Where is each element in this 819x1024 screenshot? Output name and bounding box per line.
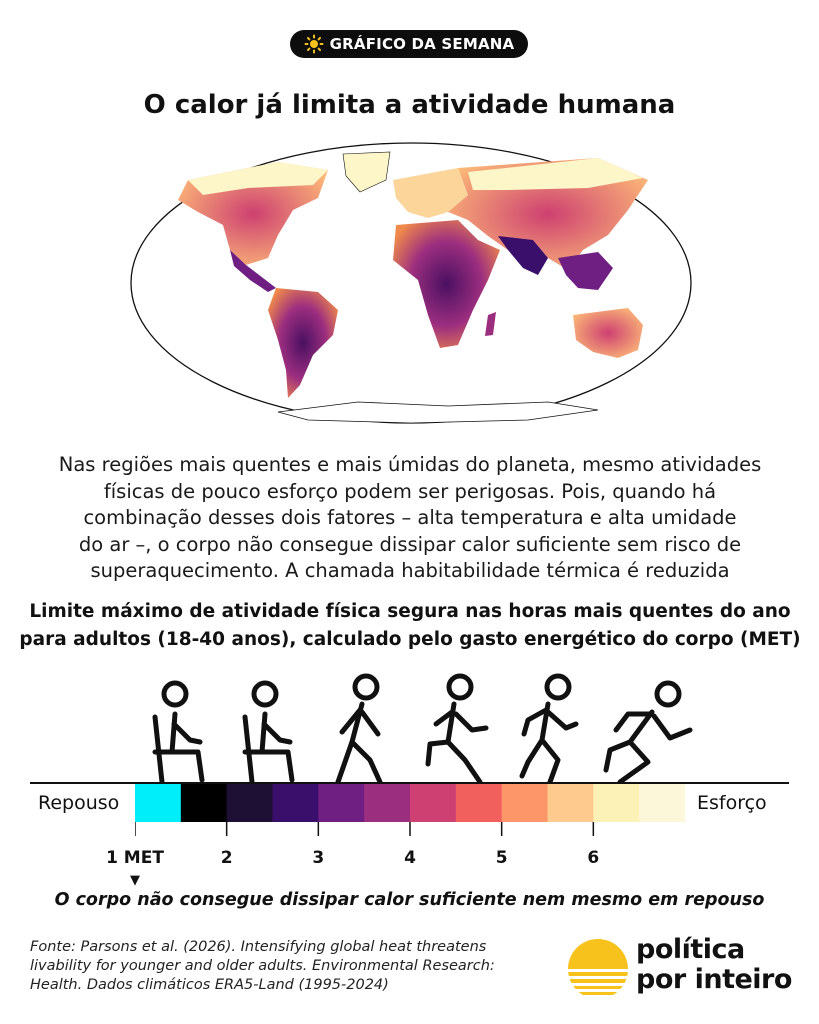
tick-label: 3 xyxy=(312,848,325,868)
subtitle-line-1: Limite máximo de atividade física segura nas horas mais quentes do ano xyxy=(29,601,791,622)
tick-label: 4 xyxy=(404,848,416,868)
jogging-icon xyxy=(428,676,486,782)
world-heat-map xyxy=(128,140,694,426)
colorbar-bin xyxy=(227,784,273,822)
colorbar-bin xyxy=(364,784,410,822)
source-line: Health. Dados climáticos ERA5-Land (1995-2024) xyxy=(30,977,389,993)
sitting-icon xyxy=(245,683,292,782)
met-colorbar xyxy=(135,784,685,822)
colorbar-bin xyxy=(593,784,639,822)
paragraph-line: do ar –, o corpo não consegue dissipar calor suficiente sem risco de xyxy=(78,532,742,556)
colorbar-bin xyxy=(318,784,364,822)
badge-label: GRÁFICO DA SEMANA xyxy=(329,35,515,53)
logo-line-2: por inteiro xyxy=(636,964,792,995)
tick-label: 2 xyxy=(220,848,233,868)
activity-figures xyxy=(130,672,700,792)
source-line: livability for younger and older adults. Environmental Research: xyxy=(30,958,495,974)
sun-icon xyxy=(304,34,324,54)
sprinting-icon xyxy=(606,683,690,782)
paragraph-line: Nas regiões mais quentes e mais úmidas do planeta, mesmo atividades xyxy=(58,453,762,476)
tick-label: 5 xyxy=(495,848,508,868)
paragraph-line: superaquecimento. A chamada habitabilidade térmica é reduzida xyxy=(90,559,730,582)
description-paragraph xyxy=(30,452,790,585)
paragraph-line: combinação desses dois fatores – alta temperatura e alta umidade xyxy=(83,506,737,529)
walking-icon xyxy=(338,676,380,782)
chart-subtitle xyxy=(15,598,805,654)
subtitle-line-2: para adultos (18-40 anos), calculado pelo gasto energético do corpo (MET) xyxy=(19,629,801,650)
colorbar-bin xyxy=(181,784,227,822)
chart-of-the-week-badge xyxy=(290,30,528,58)
colorbar-bin xyxy=(273,784,319,822)
rest-note: O corpo não consegue dissipar calor suficiente nem mesmo em repouso xyxy=(54,890,765,910)
colorbar-bin xyxy=(548,784,594,822)
rest-pointer-icon: ▼ xyxy=(130,873,140,888)
logo-line-1: política xyxy=(636,934,745,965)
effort-label: Esforço xyxy=(697,792,767,814)
source-line: Fonte: Parsons et al. (2026). Intensifying global heat threatens xyxy=(30,939,487,955)
sitting-icon xyxy=(155,683,202,782)
tick-label: 6 xyxy=(587,848,600,868)
colorbar-bin xyxy=(456,784,502,822)
colorbar-bin xyxy=(639,784,685,822)
running-icon xyxy=(522,676,576,782)
source-citation xyxy=(30,938,550,995)
rest-label: Repouso xyxy=(38,792,120,814)
paragraph-line: físicas de pouco esforço podem ser perigosas. Pois, quando há xyxy=(103,479,717,503)
page-title: O calor já limita a atividade humana xyxy=(143,90,676,120)
colorbar-bin xyxy=(135,784,181,822)
colorbar-bin xyxy=(502,784,548,822)
tick-label: 1 MET xyxy=(106,848,164,868)
met-tick-marks xyxy=(135,822,685,836)
logo-wordmark xyxy=(636,935,792,995)
colorbar-bin xyxy=(410,784,456,822)
